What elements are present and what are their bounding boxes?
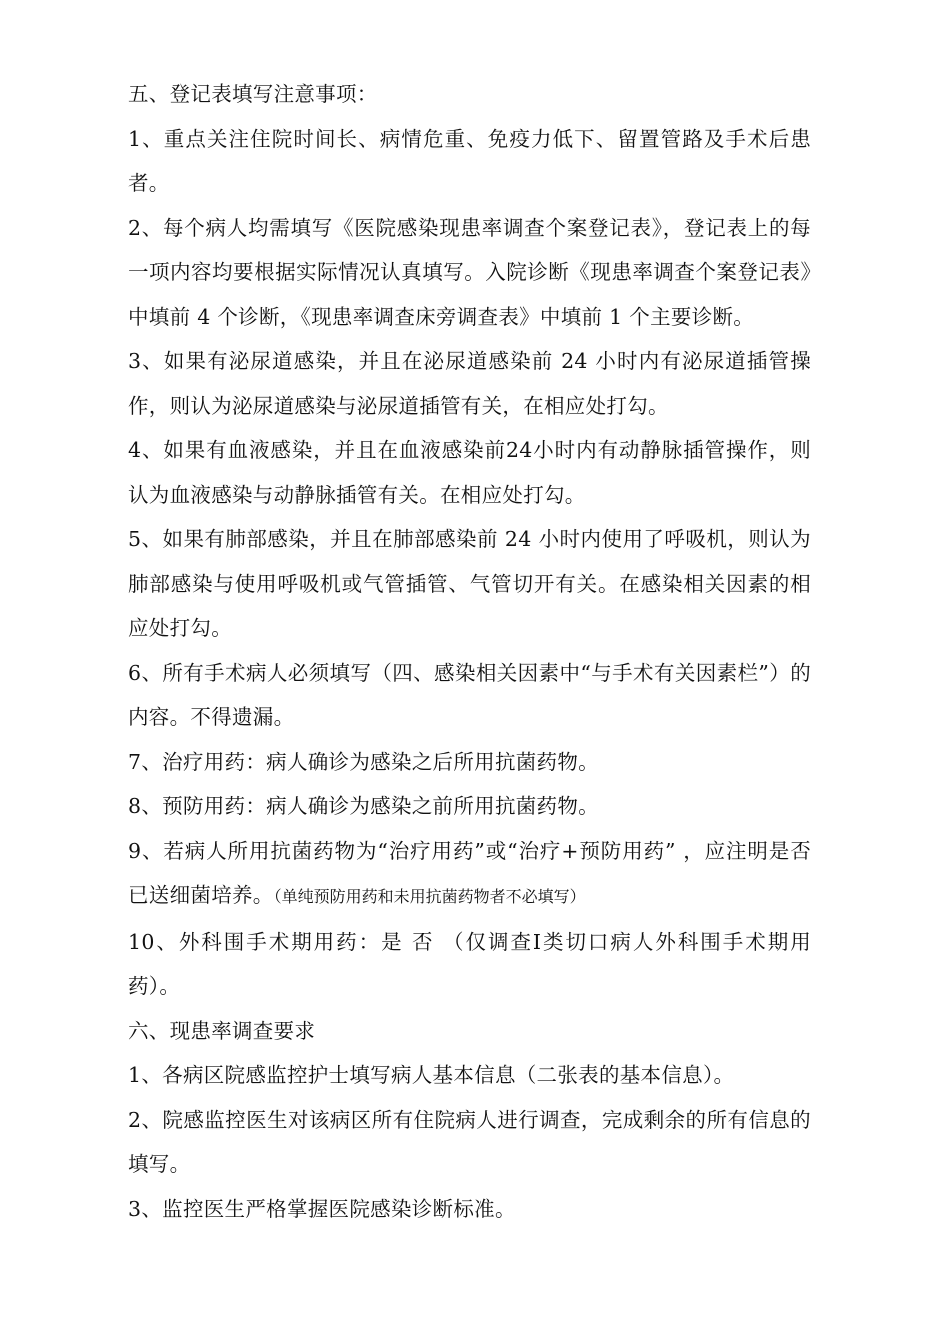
list-item: 2、每个病人均需填写《医院感染现患率调查个案登记表》，登记表上的每一项内容均要根据实际情况认真填写。入院诊断《现患率调查个案登记表》中填前 4 个诊断，《现患率调查床旁调查表》中填前 1 个主要诊断。: [128, 215, 811, 329]
list-item: 1、重点关注住院时间长、病情危重、免疫力低下、留置管路及手术后患者。: [128, 126, 811, 195]
list-item: 4、如果有血液感染，并且在血液感染前24小时内有动静脉插管操作，则认为血液感染与动静脉插管有关。在相应处打勾。: [128, 438, 811, 507]
section-heading-6: 六、现患率调查要求: [128, 1018, 316, 1043]
list-item: 3、如果有泌尿道感染，并且在泌尿道感染前 24 小时内有泌尿道插管操作，则认为泌尿道感染与泌尿道插管有关，在相应处打勾。: [128, 349, 811, 418]
list-item: 6、所有手术病人必须填写（四、感染相关因素中“与手术有关因素栏”）的内容。不得遗漏。: [128, 660, 811, 729]
document-body: [128, 72, 811, 1231]
list-item-9-note: （单纯预防用药和未用抗菌药物者不必填写）: [273, 887, 586, 906]
list-item: 2、院感监控医生对该病区所有住院病人进行调查，完成剩余的所有信息的填写。: [128, 1107, 811, 1176]
list-item: 8、预防用药：病人确诊为感染之前所用抗菌药物。: [128, 794, 599, 818]
list-item: 7、治疗用药：病人确诊为感染之后所用抗菌药物。: [128, 749, 599, 774]
list-item-9: [128, 829, 811, 920]
list-item: 1、各病区院感监控护士填写病人基本信息（二张表的基本信息）。: [128, 1063, 735, 1087]
section-heading-5: 五、登记表填写注意事项：: [128, 82, 378, 106]
list-item: 5、如果有肺部感染，并且在肺部感染前 24 小时内使用了呼吸机，则认为肺部感染与使用呼吸机或气管插管、气管切开有关。在感染相关因素的相应处打勾。: [128, 527, 811, 640]
list-item-10: 10、外科围手术期用药：是 否 （仅调查Ⅰ类切口病人外科围手术期用药）。: [128, 929, 811, 998]
list-item: 3、监控医生严格掌握医院感染诊断标准。: [128, 1196, 516, 1221]
list-item-9-main: 9、若病人所用抗菌药物为“治疗用药”或“治疗+预防用药” ，应注明是否已送细菌培养。: [128, 838, 811, 907]
